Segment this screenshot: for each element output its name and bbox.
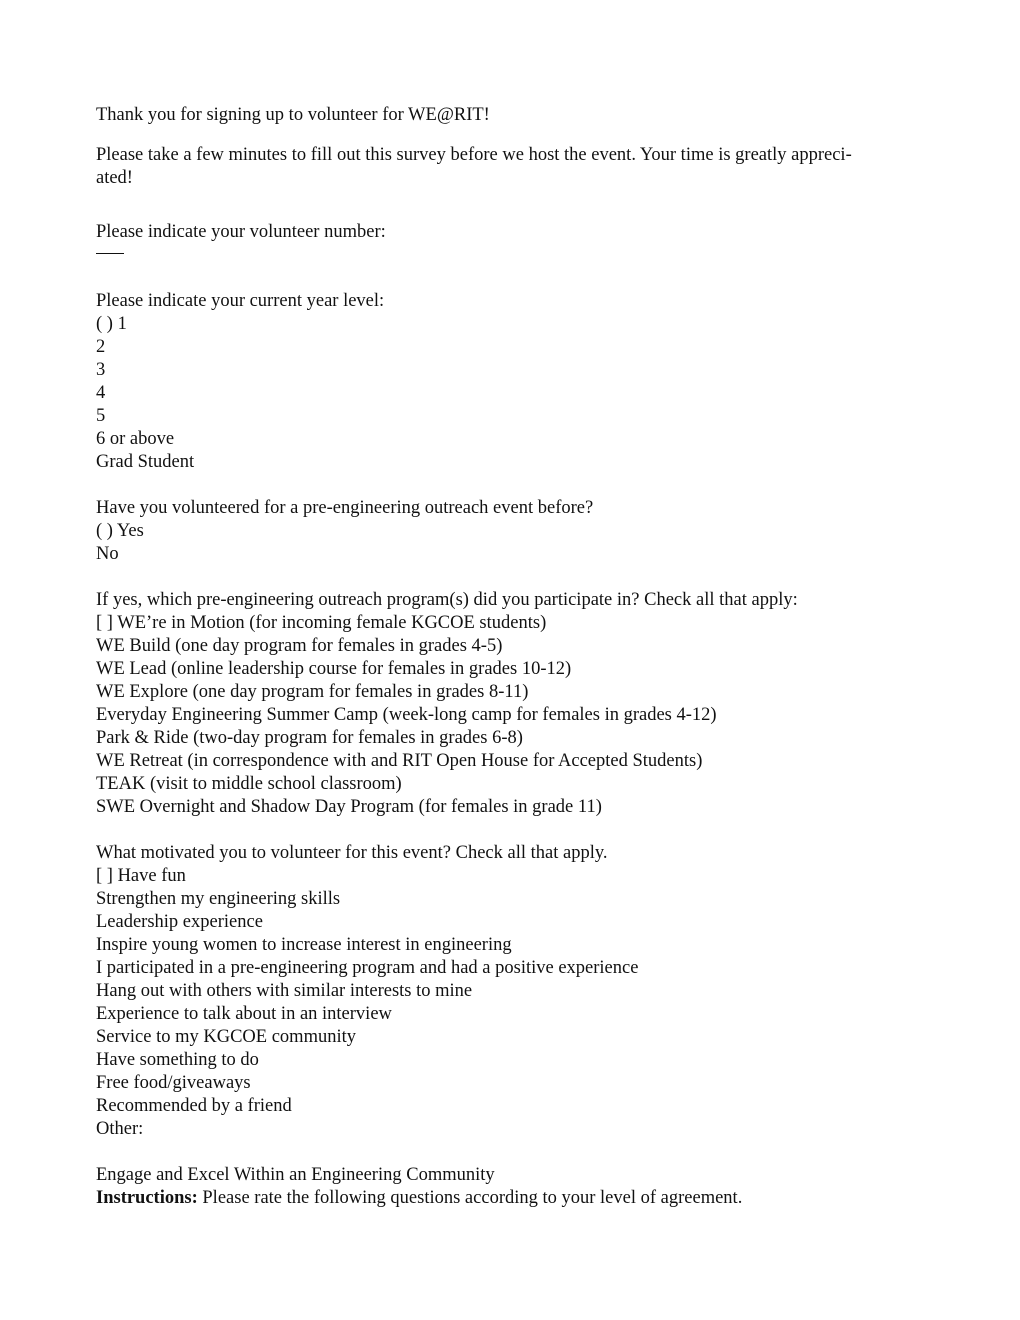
spacer bbox=[96, 190, 916, 221]
question-programs bbox=[96, 589, 916, 819]
program-option-we-explore[interactable]: WE Explore (one day program for females in grades 8-11) bbox=[96, 682, 529, 702]
motivation-option-interview[interactable]: Experience to talk about in an interview bbox=[96, 1004, 392, 1024]
motivation-option-have-fun[interactable]: [ ] Have fun bbox=[96, 866, 186, 886]
question-previous-volunteer bbox=[96, 497, 916, 566]
year-level-option-grad-student[interactable]: Grad Student bbox=[96, 452, 195, 472]
previous-volunteer-option-yes[interactable]: ( ) Yes bbox=[96, 521, 144, 541]
section-engage-instructions bbox=[96, 1187, 916, 1210]
spacer bbox=[96, 1141, 916, 1164]
year-level-option-3[interactable]: 3 bbox=[96, 360, 106, 380]
instructions-label: Instructions: bbox=[96, 1188, 198, 1208]
program-option-park-and-ride[interactable]: Park & Ride (two-day program for females in grades 6-8) bbox=[96, 728, 523, 748]
motivation-option-leadership[interactable]: Leadership experience bbox=[96, 912, 263, 932]
year-level-option-1[interactable]: ( ) 1 bbox=[96, 314, 127, 334]
intro-request bbox=[96, 144, 916, 190]
spacer bbox=[96, 566, 916, 589]
previous-volunteer-prompt: Have you volunteered for a pre-engineering outreach event before? bbox=[96, 498, 594, 518]
section-engage bbox=[96, 1164, 916, 1210]
spacer bbox=[96, 474, 916, 497]
year-level-option-5[interactable]: 5 bbox=[96, 406, 106, 426]
year-level-option-2[interactable]: 2 bbox=[96, 337, 106, 357]
volunteer-number-prompt: Please indicate your volunteer number: bbox=[96, 222, 386, 242]
motivation-prompt: What motivated you to volunteer for this event? Check all that apply. bbox=[96, 843, 608, 863]
program-option-summer-camp[interactable]: Everyday Engineering Summer Camp (week-long camp for females in grades 4-12) bbox=[96, 705, 717, 725]
spacer bbox=[96, 267, 916, 290]
question-motivation bbox=[96, 842, 916, 1141]
motivation-option-hang-out[interactable]: Hang out with others with similar interests to mine bbox=[96, 981, 473, 1001]
year-level-option-4[interactable]: 4 bbox=[96, 383, 106, 403]
motivation-option-service[interactable]: Service to my KGCOE community bbox=[96, 1027, 356, 1047]
program-option-we-build[interactable]: WE Build (one day program for females in grades 4-5) bbox=[96, 636, 503, 656]
intro-request-line-1: Please take a few minutes to fill out this survey before we host the event. Your time is greatly appreci- bbox=[96, 145, 852, 165]
motivation-option-other[interactable]: Other: bbox=[96, 1119, 144, 1139]
spacer bbox=[96, 819, 916, 842]
program-option-swe-overnight[interactable]: SWE Overnight and Shadow Day Program (for females in grade 11) bbox=[96, 797, 602, 817]
volunteer-number-input-line[interactable] bbox=[96, 244, 916, 267]
program-option-teak[interactable]: TEAK (visit to middle school classroom) bbox=[96, 774, 402, 794]
intro-request-line-2: ated! bbox=[96, 168, 133, 188]
program-option-were-in-motion[interactable]: [ ] WE’re in Motion (for incoming female KGCOE students) bbox=[96, 613, 547, 633]
question-volunteer-number bbox=[96, 221, 916, 267]
program-option-we-retreat[interactable]: WE Retreat (in correspondence with and RIT Open House for Accepted Students) bbox=[96, 751, 703, 771]
previous-volunteer-option-no[interactable]: No bbox=[96, 544, 119, 564]
motivation-option-inspire[interactable]: Inspire young women to increase interest in engineering bbox=[96, 935, 512, 955]
intro-thanks bbox=[96, 104, 916, 127]
year-level-prompt: Please indicate your current year level: bbox=[96, 291, 385, 311]
intro-thanks-text: Thank you for signing up to volunteer for WE@RIT! bbox=[96, 105, 490, 125]
year-level-option-6-or-above[interactable]: 6 or above bbox=[96, 429, 175, 449]
motivation-option-positive-experience[interactable]: I participated in a pre-engineering program and had a positive experience bbox=[96, 958, 639, 978]
motivation-option-free-food[interactable]: Free food/giveaways bbox=[96, 1073, 251, 1093]
motivation-option-engineering-skills[interactable]: Strengthen my engineering skills bbox=[96, 889, 341, 909]
programs-prompt: If yes, which pre-engineering outreach program(s) did you participate in? Check all that apply: bbox=[96, 590, 798, 610]
section-engage-title: Engage and Excel Within an Engineering Community bbox=[96, 1165, 495, 1185]
motivation-option-recommended[interactable]: Recommended by a friend bbox=[96, 1096, 292, 1116]
motivation-option-something-to-do[interactable]: Have something to do bbox=[96, 1050, 259, 1070]
instructions-text: Please rate the following questions according to your level of agreement. bbox=[197, 1188, 743, 1208]
program-option-we-lead[interactable]: WE Lead (online leadership course for females in grades 10-12) bbox=[96, 659, 572, 679]
question-year-level bbox=[96, 290, 916, 474]
survey-document bbox=[96, 104, 916, 1210]
